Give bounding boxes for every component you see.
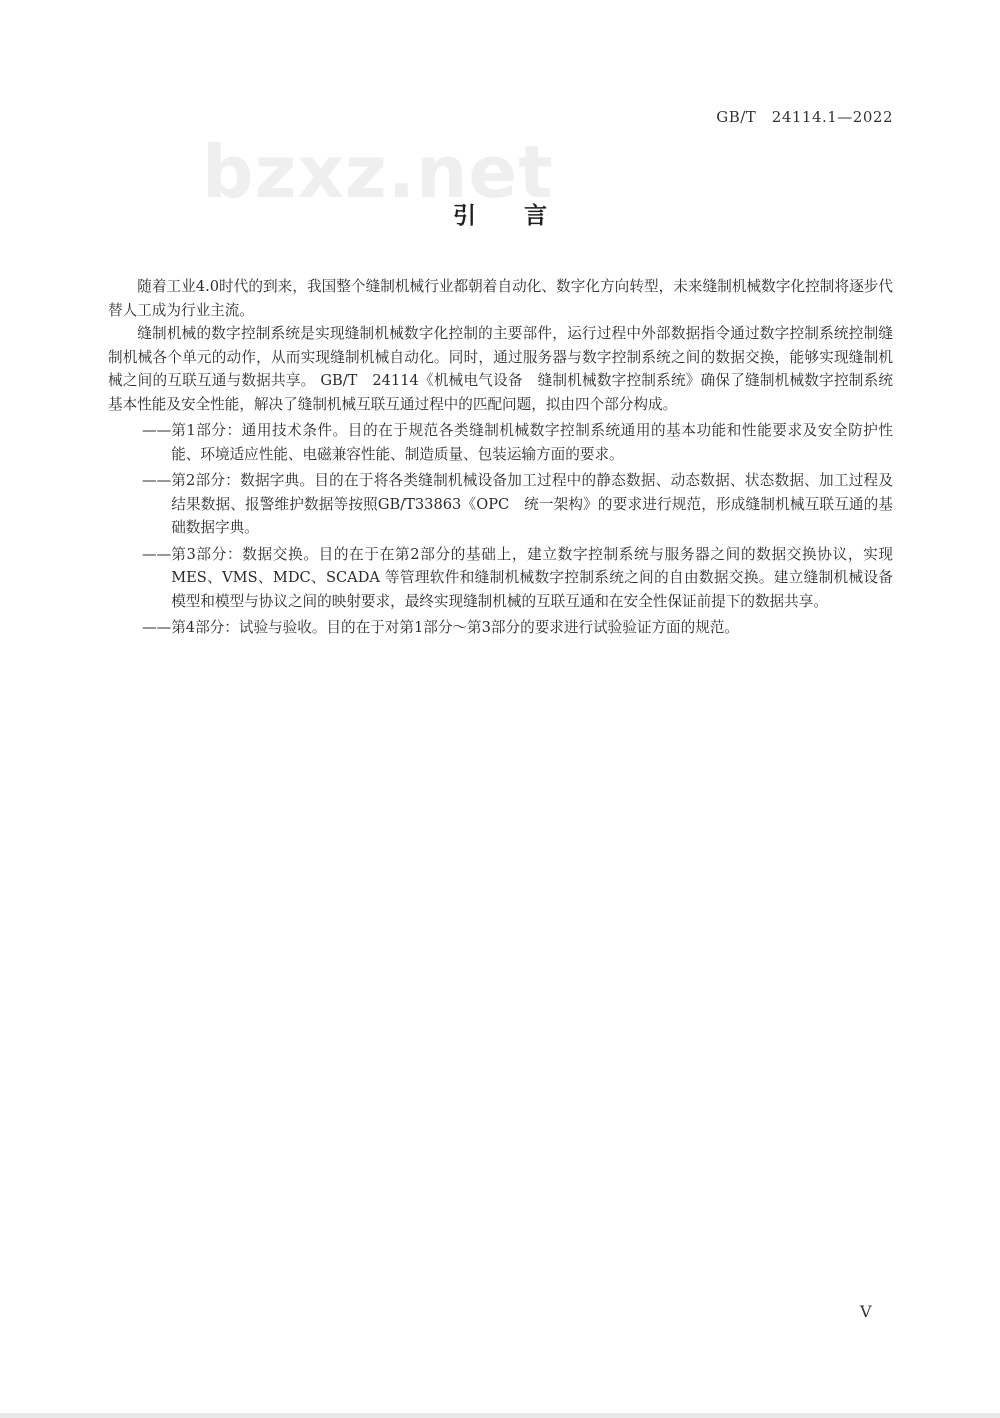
watermark: bzxz.net [202,130,554,214]
intro-paragraph: 缝制机械的数字控制系统是实现缝制机械数字化控制的主要部件，运行过程中外部数据指令通过数字控制系统控制缝制机械各个单元的动作，从而实现缝制机械自动化。同时，通过服务器与数字控制系统之间的数据交换，能够实现缝制机械之间的互联互通与数据共享。 GB/T 24114《机械电气设备 缝制机械数字控制系统》确保了缝制机械数字控制系统基本性能及安全性能，解决了缝制机械互联互通过程中的匹配问题，拟由四个部分构成。 [108,325,893,413]
list-item-text: 第3部分：数据交换。目的在于在第2部分的基础上，建立数字控制系统与服务器之间的数据交换协议，实现 MES、VMS、MDC、SCADA 等管理软件和缝制机械数字控制系统之间的自由数据交换。建立缝制机械设备模型和模型与协议之间的映射要求，最终实现缝制机械的互联互通和在安全性保证前提下的数据共享。 [171,545,893,610]
list-dash: —— [142,422,172,439]
list-item [108,419,893,466]
list-item-text: 第2部分：数据字典。目的在于将各类缝制机械设备加工过程中的静态数据、动态数据、状态数据、加工过程及结果数据、报警维护数据等按照GB/T33863《OPC 统一架构》的要求进行规范，形成缝制机械互联互通的基础数据字典。 [171,472,893,536]
list-dash: —— [142,545,172,563]
list-item [108,616,893,640]
list-item [108,469,893,540]
intro-paragraph: 随着工业4.0时代的到来，我国整个缝制机械行业都朝着自动化、数字化方向转型，未来缝制机械数字化控制将逐步代替人工成为行业主流。 [108,278,893,319]
document-body [108,275,893,640]
page-number: V [860,1302,872,1321]
page-edge-divider [0,1413,1000,1418]
list-item [108,543,893,614]
document-code: GB/T 24114.1—2022 [716,108,893,126]
section-title: 引言 [453,203,595,229]
list-item-text: 第1部分：通用技术条件。目的在于规范各类缝制机械数字控制系统通用的基本功能和性能要求及安全防护性能、环境适应性能、电磁兼容性能、制造质量、包装运输方面的要求。 [171,422,893,463]
list-item-text: 第4部分：试验与验收。目的在于对第1部分～第3部分的要求进行试验验证方面的规范。 [171,619,740,636]
list-dash: —— [142,619,172,636]
list-dash: —— [142,472,172,489]
